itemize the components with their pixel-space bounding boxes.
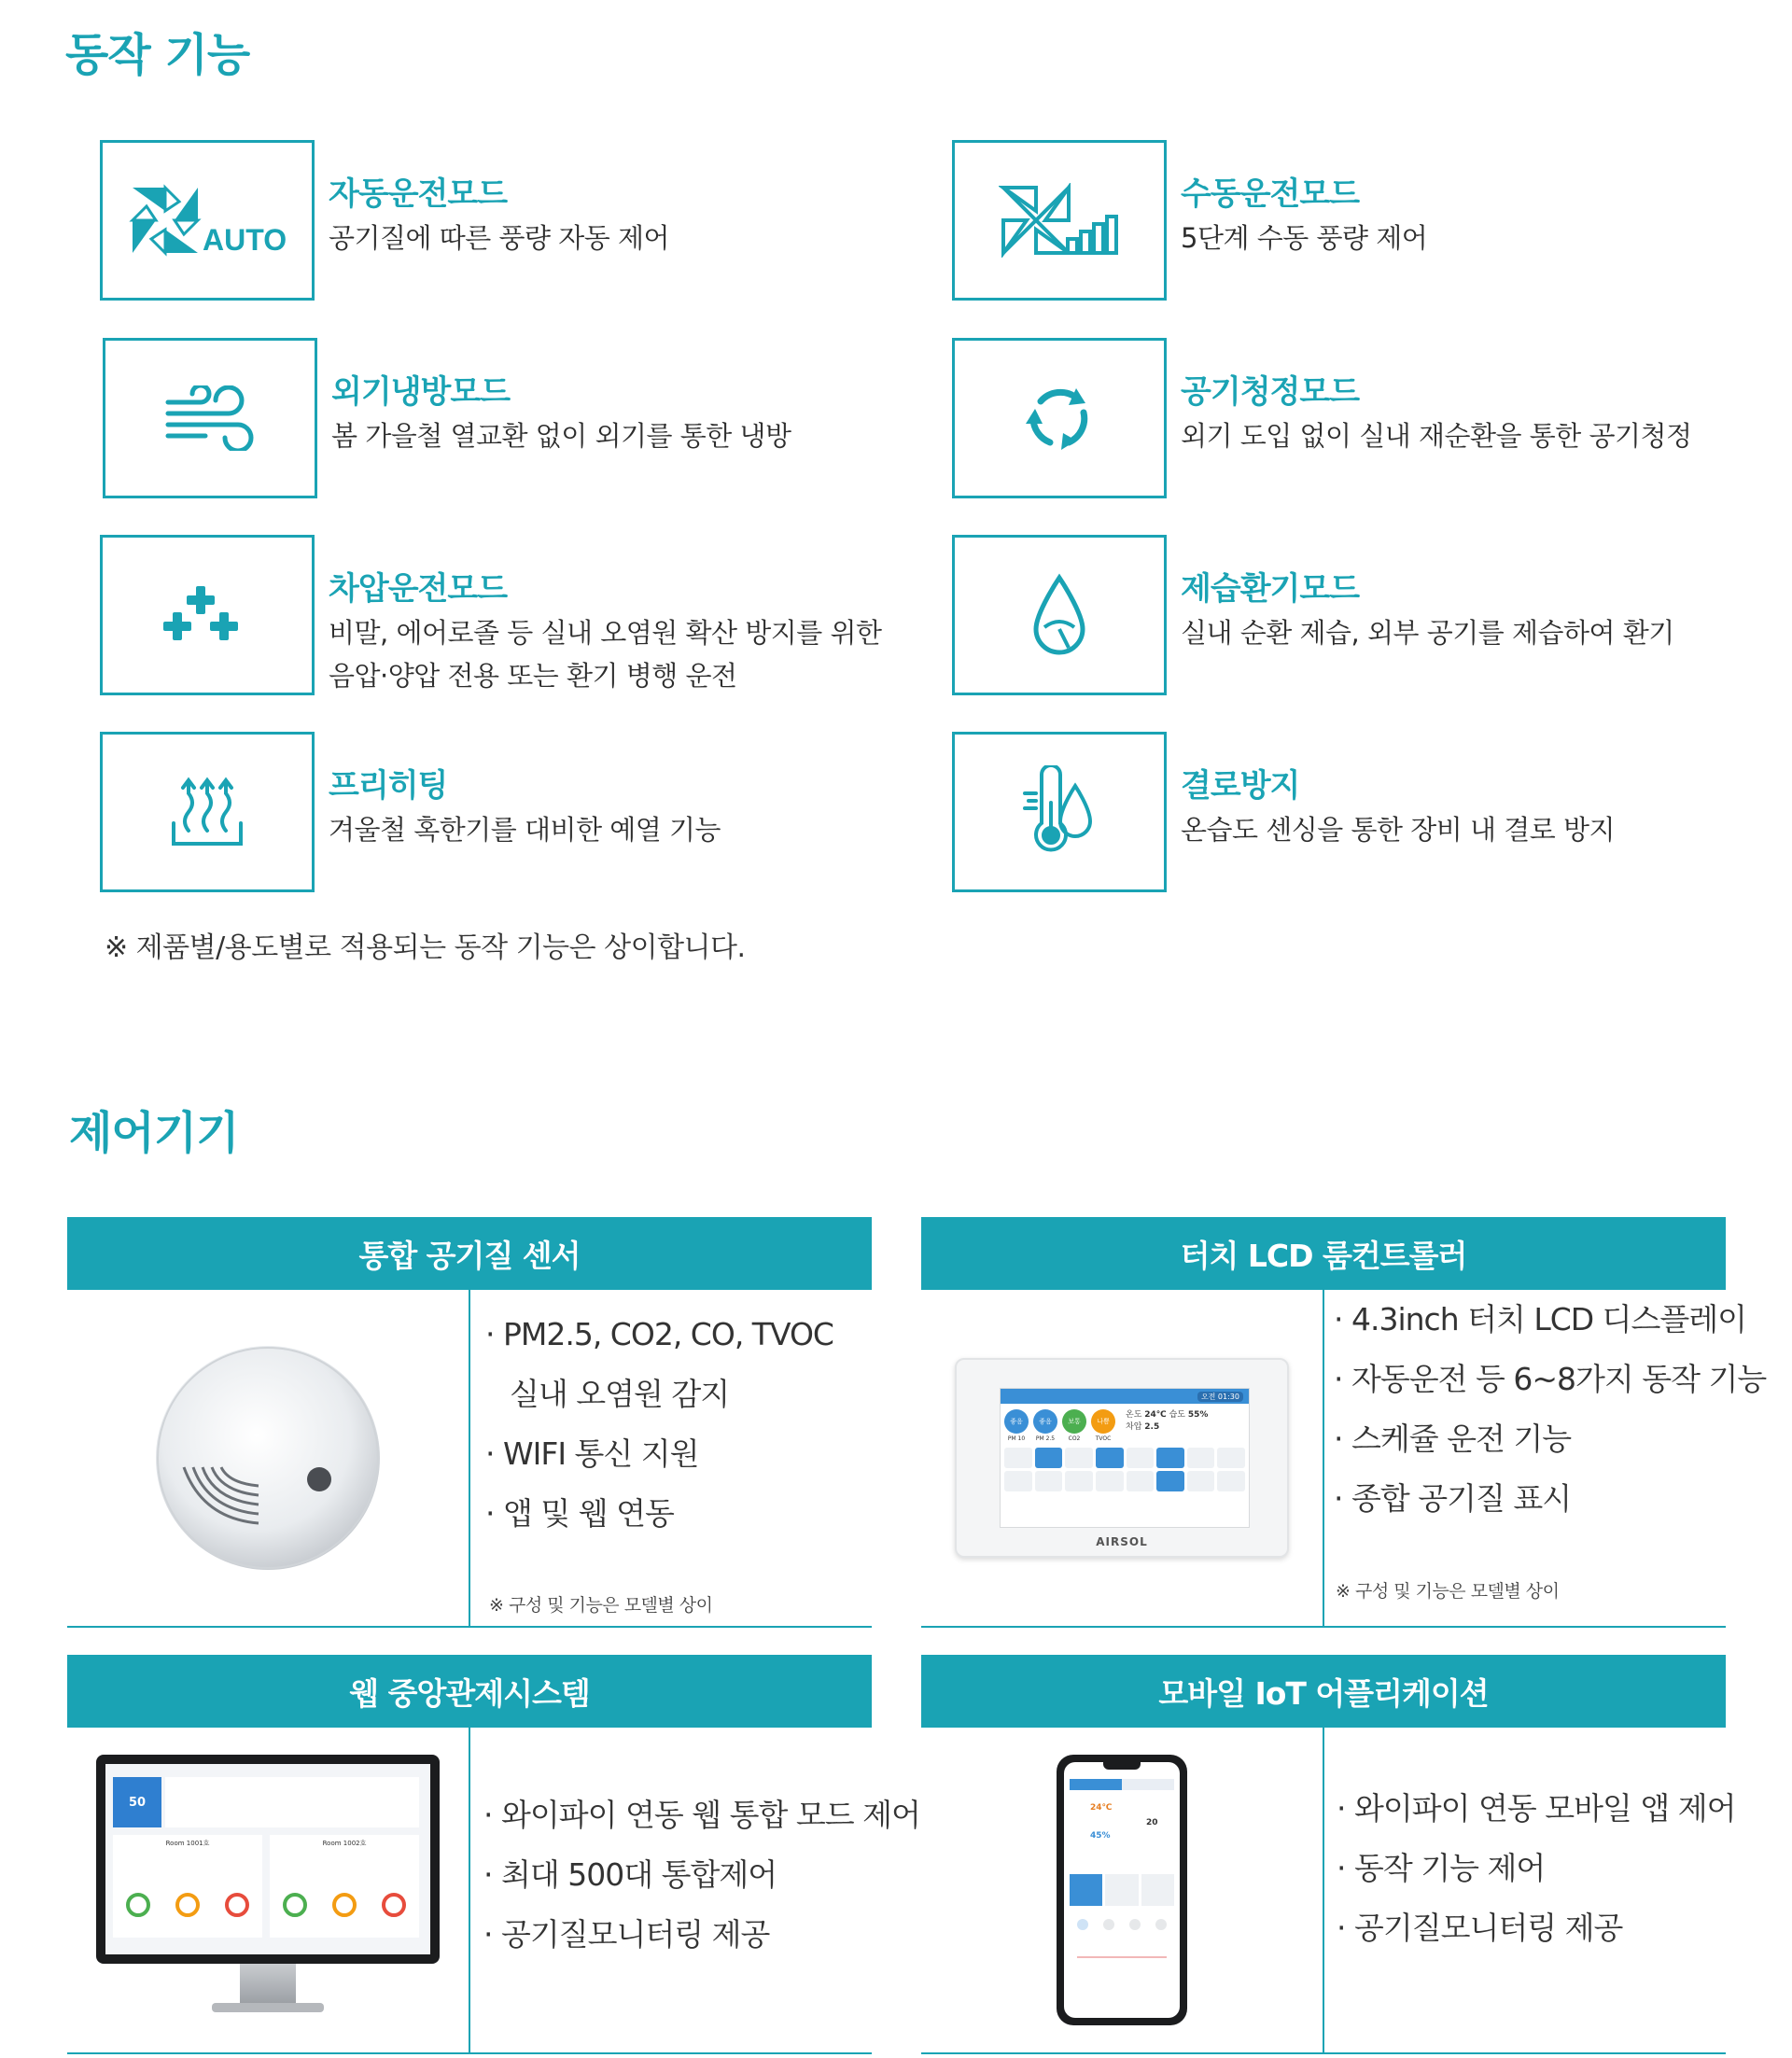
pressure-plus-icon <box>161 582 254 648</box>
web-room-card: Room 1001호 <box>113 1835 262 1938</box>
device-divider <box>469 1728 470 2052</box>
section-title-features: 동작 기능 <box>65 29 250 81</box>
lcd-brand-logo: AIRSOL <box>1096 1535 1148 1548</box>
feature-title: 차압운전모드 <box>329 570 508 608</box>
feature-desc: 봄 가을철 열교환 없이 외기를 통한 냉방 <box>331 420 791 452</box>
feature-desc: 공기질에 따른 풍량 자동 제어 <box>329 222 670 254</box>
device-image-sensor <box>67 1290 469 1626</box>
device-body <box>67 1290 872 1628</box>
monitor-screen <box>105 1764 430 1954</box>
device-divider <box>469 1290 470 1626</box>
device-panel-sensor <box>67 1217 872 1628</box>
feature-icon-box <box>952 732 1167 892</box>
feature-auto <box>100 140 865 301</box>
phone-hum: 45% <box>1090 1831 1111 1841</box>
device-feature-item: · 공기질모니터링 제공 <box>1337 1910 1623 1946</box>
lcd-aq-row <box>1001 1404 1249 1434</box>
device-panel-mobile <box>921 1655 1736 2054</box>
feature-desc: 온습도 센싱을 통한 장비 내 결로 방지 <box>1181 814 1616 846</box>
feature-title: 결로방지 <box>1181 767 1300 805</box>
device-feature-item: · 공기질모니터링 제공 <box>483 1916 770 1953</box>
lcd-readings: 온도 24℃ 습도 55% 차압 2.5 <box>1126 1410 1209 1432</box>
wind-icon <box>163 385 257 451</box>
device-feature-list <box>1334 1290 1767 1529</box>
feature-title: 제습환기모드 <box>1181 570 1360 608</box>
device-feature-item: · 동작 기능 제어 <box>1337 1850 1546 1886</box>
feature-icon-box <box>952 140 1167 301</box>
features-note: ※ 제품별/용도별로 적용되는 동작 기능은 상이합니다. <box>105 931 746 964</box>
phone-screen <box>1064 1762 1180 2018</box>
device-feature-list <box>485 1305 877 1544</box>
device-feature-item: · 최대 500대 통합제어 <box>483 1856 777 1893</box>
feature-title: 자동운전모드 <box>329 175 508 213</box>
device-note: ※ 구성 및 기능은 모델별 상이 <box>489 1595 713 1616</box>
device-feature-item: · 자동운전 등 6~8가지 동작 기능 <box>1334 1361 1767 1397</box>
device-image-mobile <box>921 1728 1323 2052</box>
device-feature-item: · 4.3inch 터치 LCD 디스플레이 <box>1334 1301 1747 1337</box>
device-feature-list <box>1337 1779 1736 1958</box>
feature-manual <box>952 140 1717 301</box>
device-feature-item: · 와이파이 연동 모바일 앱 제어 <box>1337 1790 1736 1827</box>
lcd-screen <box>1000 1388 1250 1528</box>
device-feature-item: · 종합 공기질 표시 <box>1334 1480 1572 1517</box>
lcd-topbar <box>1001 1389 1249 1404</box>
device-image-lcd <box>921 1290 1323 1626</box>
device-image-web <box>67 1728 469 2052</box>
feature-desc: 5단계 수동 풍량 제어 <box>1181 222 1428 254</box>
device-feature-item: · 앱 및 웹 연동 <box>485 1495 674 1532</box>
phone-tabbar <box>1070 1779 1174 1790</box>
device-body <box>921 1290 1767 1628</box>
device-body <box>921 1728 1736 2054</box>
lcd-aq-badge: 좋음 <box>1004 1409 1029 1434</box>
phone-pa: 20 <box>1146 1818 1158 1827</box>
device-note: ※ 구성 및 기능은 모델별 상이 <box>1336 1581 1560 1602</box>
thermometer-drop-icon <box>1017 765 1101 859</box>
monitor-frame <box>96 1755 440 1964</box>
feature-title: 외기냉방모드 <box>331 373 511 411</box>
device-feature-item: · WIFI 통신 지원 <box>485 1435 699 1472</box>
web-room-card: Room 1002호 <box>270 1835 419 1938</box>
auto-fan-icon <box>128 183 287 258</box>
device-feature-item: 실내 오염원 감지 <box>510 1376 730 1412</box>
lcd-aq-badge: 나쁨 <box>1091 1409 1115 1434</box>
air-quality-sensor-image <box>147 1337 389 1579</box>
feature-icon-box <box>952 535 1167 695</box>
device-feature-item: · PM2.5, CO2, CO, TVOC <box>485 1316 833 1352</box>
feature-icon-box <box>100 535 315 695</box>
feature-desc: 외기 도입 없이 실내 재순환을 통한 공기청정 <box>1181 420 1692 452</box>
mobile-phone-image <box>1057 1755 1187 2025</box>
feature-title: 공기청정모드 <box>1181 373 1360 411</box>
feature-desc: 겨울철 혹한기를 대비한 예열 기능 <box>329 814 721 846</box>
recycle-arrows-icon <box>1022 381 1097 455</box>
device-title: 터치 LCD 룸컨트롤러 <box>921 1217 1726 1290</box>
feature-icon-box <box>952 338 1167 498</box>
feature-dehumidify <box>952 535 1717 695</box>
device-divider <box>1323 1728 1324 2052</box>
phone-notch <box>1103 1762 1141 1770</box>
water-drop-icon <box>1031 573 1087 657</box>
feature-air-purify <box>952 338 1717 498</box>
feature-desc: 실내 순환 제습, 외부 공기를 제습하여 환기 <box>1181 617 1674 649</box>
feature-desc: 비말, 에어로졸 등 실내 오염원 확산 방지를 위한 음압·양압 전용 또는 환기 병행 운전 <box>329 617 882 692</box>
feature-outdoor-cooling <box>103 338 868 498</box>
lcd-aq-labels: PM 10 PM 2.5 CO2 TVOC <box>1007 1435 1112 1442</box>
device-feature-item: · 와이파이 연동 웹 통합 모드 제어 <box>483 1797 920 1833</box>
feature-preheating <box>100 732 865 892</box>
manual-fan-level-icon <box>999 183 1120 258</box>
phone-mode-grid <box>1070 1874 1174 1906</box>
web-count-card: 50 <box>113 1777 161 1827</box>
heating-icon <box>170 775 245 849</box>
feature-title: 프리히팅 <box>329 767 448 805</box>
device-title: 모바일 IoT 어플리케이션 <box>921 1655 1726 1728</box>
web-summary-card <box>165 1777 419 1827</box>
device-feature-list <box>483 1785 920 1965</box>
device-feature-item: · 스케쥴 운전 기능 <box>1334 1421 1572 1457</box>
lcd-time: 오전 01:30 <box>1197 1392 1243 1402</box>
phone-icon-row <box>1070 1919 1174 1930</box>
feature-title: 수동운전모드 <box>1181 175 1360 213</box>
device-panel-lcd <box>921 1217 1767 1628</box>
device-title: 웹 중앙관제시스템 <box>67 1655 872 1728</box>
feature-pressure <box>100 535 882 695</box>
phone-alert <box>1077 1956 1167 1971</box>
feature-icon-box <box>100 732 315 892</box>
device-title: 통합 공기질 센서 <box>67 1217 872 1290</box>
web-monitor-image <box>96 1755 440 2025</box>
lcd-mode-grid <box>1001 1444 1249 1495</box>
feature-icon-box <box>100 140 315 301</box>
lcd-aq-badge: 좋음 <box>1033 1409 1057 1434</box>
device-body <box>67 1728 920 2054</box>
section-title-devices: 제어기기 <box>69 1107 239 1159</box>
device-divider <box>1323 1290 1324 1626</box>
lcd-aq-badge: 보통 <box>1062 1409 1086 1434</box>
touch-lcd-controller-image <box>955 1358 1289 1558</box>
feature-icon-box <box>103 338 317 498</box>
device-panel-web <box>67 1655 920 2054</box>
phone-temp: 24℃ <box>1090 1803 1113 1813</box>
feature-condensation <box>952 732 1717 892</box>
monitor-stand <box>240 1964 296 2005</box>
monitor-base <box>212 2003 324 2012</box>
svg-text:AUTO: AUTO <box>203 223 287 257</box>
